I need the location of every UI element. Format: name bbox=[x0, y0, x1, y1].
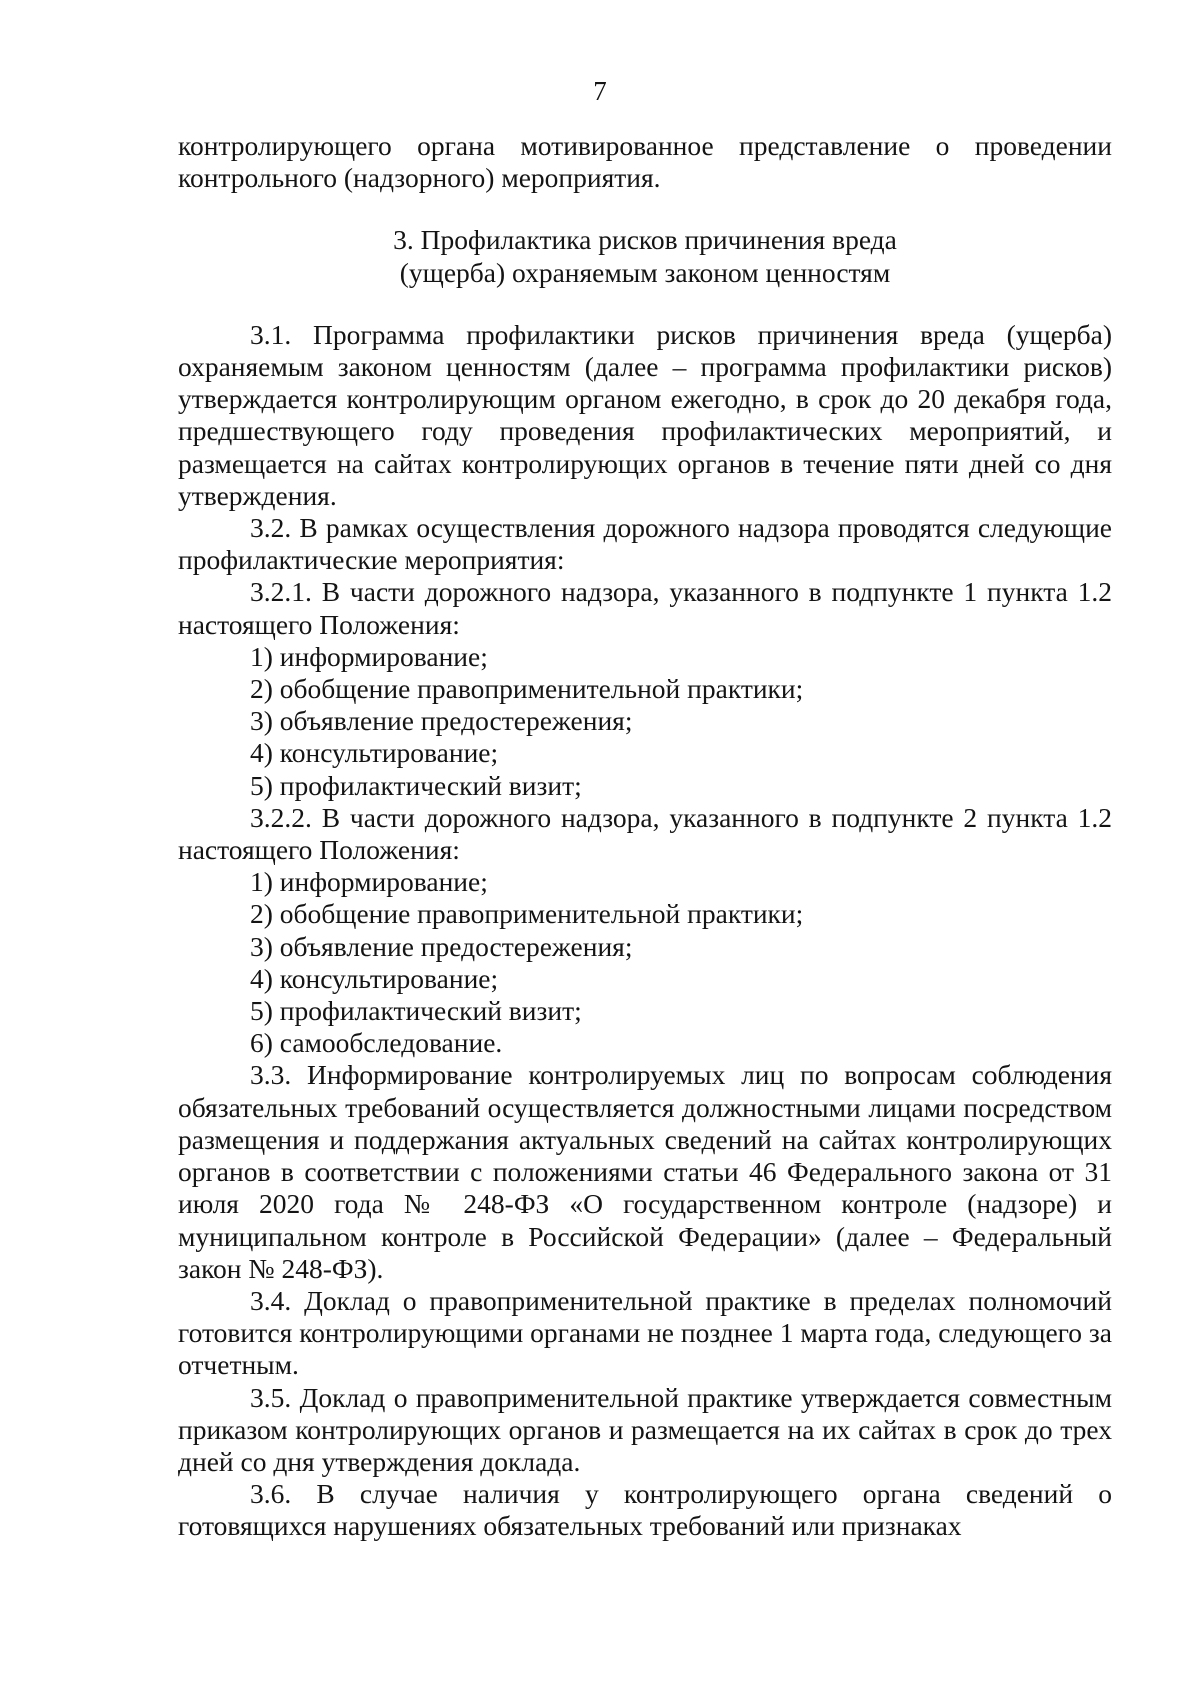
paragraph-3-5: 3.5. Доклад о правоприменительной практике утверждается совместным приказом контролирующих органов и размещается на их сайтах в срок до трех дней со дня утверждения доклада. bbox=[178, 1381, 1112, 1477]
section-heading-line-1: 3. Профилактика рисков причинения вреда bbox=[393, 224, 897, 256]
list-item: 1) информирование; bbox=[250, 866, 488, 898]
list-item: 2) обобщение правоприменительной практики; bbox=[250, 673, 804, 705]
paragraph-3-2: 3.2. В рамках осуществления дорожного надзора проводятся следующие профилактические мероприятия: bbox=[178, 512, 1112, 576]
list-3-2-1 bbox=[178, 641, 1112, 802]
spacer bbox=[178, 194, 1112, 224]
list-item: 4) консультирование; bbox=[250, 737, 499, 769]
page-number: 7 bbox=[593, 76, 607, 106]
paragraph-3-3: 3.3. Информирование контролируемых лиц по вопросам соблюдения обязательных требований осуществляется должностными лицами посредством размещения и поддержания актуальных сведений на сайтах контролирующих органов в соответствии с положениями статьи 46 Федерального закона от 31 июля 2020 года № 248-ФЗ «О государственном контроле (надзоре) и муниципальном контроле в Российской Федерации» (далее – Федеральный закон № 248-ФЗ). bbox=[178, 1059, 1112, 1284]
paragraph-3-6: 3.6. В случае наличия у контролирующего органа сведений о готовящихся нарушениях обязательных требований или признаках bbox=[178, 1478, 1112, 1542]
intro-paragraph: контролирующего органа мотивированное представление о проведении контрольного (надзорного) мероприятия. bbox=[178, 130, 1112, 194]
list-item: 4) консультирование; bbox=[250, 962, 499, 994]
list-item: 3) объявление предостережения; bbox=[250, 705, 633, 737]
paragraph-3-2-2: 3.2.2. В части дорожного надзора, указанного в подпункте 2 пункта 1.2 настоящего Положения: bbox=[178, 801, 1112, 866]
document-body bbox=[178, 130, 1112, 1543]
list-item: 1) информирование; bbox=[250, 640, 488, 672]
list-item: 5) профилактический визит; bbox=[250, 769, 582, 801]
list-item: 2) обобщение правоприменительной практики; bbox=[250, 898, 804, 930]
list-item: 6) самообследование. bbox=[250, 1027, 503, 1059]
paragraph-3-2-1: 3.2.1. В части дорожного надзора, указанного в подпункте 1 пункта 1.2 настоящего Положения: bbox=[178, 576, 1112, 640]
list-item: 5) профилактический визит; bbox=[250, 995, 582, 1027]
paragraph-3-1: 3.1. Программа профилактики рисков причинения вреда (ущерба) охраняемым законом ценностям (далее – программа профилактики рисков) утверждается контролирующим органом ежегодно, в срок до 20 декабря года, предшествующего году проведения профилактических мероприятий, и размещается на сайтах контролирующих органов в течение пяти дней со дня утверждения. bbox=[178, 318, 1112, 511]
list-3-2-2 bbox=[178, 866, 1112, 1059]
section-heading-line-2: (ущерба) охраняемым законом ценностям bbox=[399, 256, 891, 288]
list-item: 3) объявление предостережения; bbox=[250, 930, 633, 962]
spacer bbox=[178, 289, 1112, 319]
paragraph-3-4: 3.4. Доклад о правоприменительной практике в пределах полномочий готовится контролирующими органами не позднее 1 марта года, следующего за отчетным. bbox=[178, 1284, 1112, 1381]
